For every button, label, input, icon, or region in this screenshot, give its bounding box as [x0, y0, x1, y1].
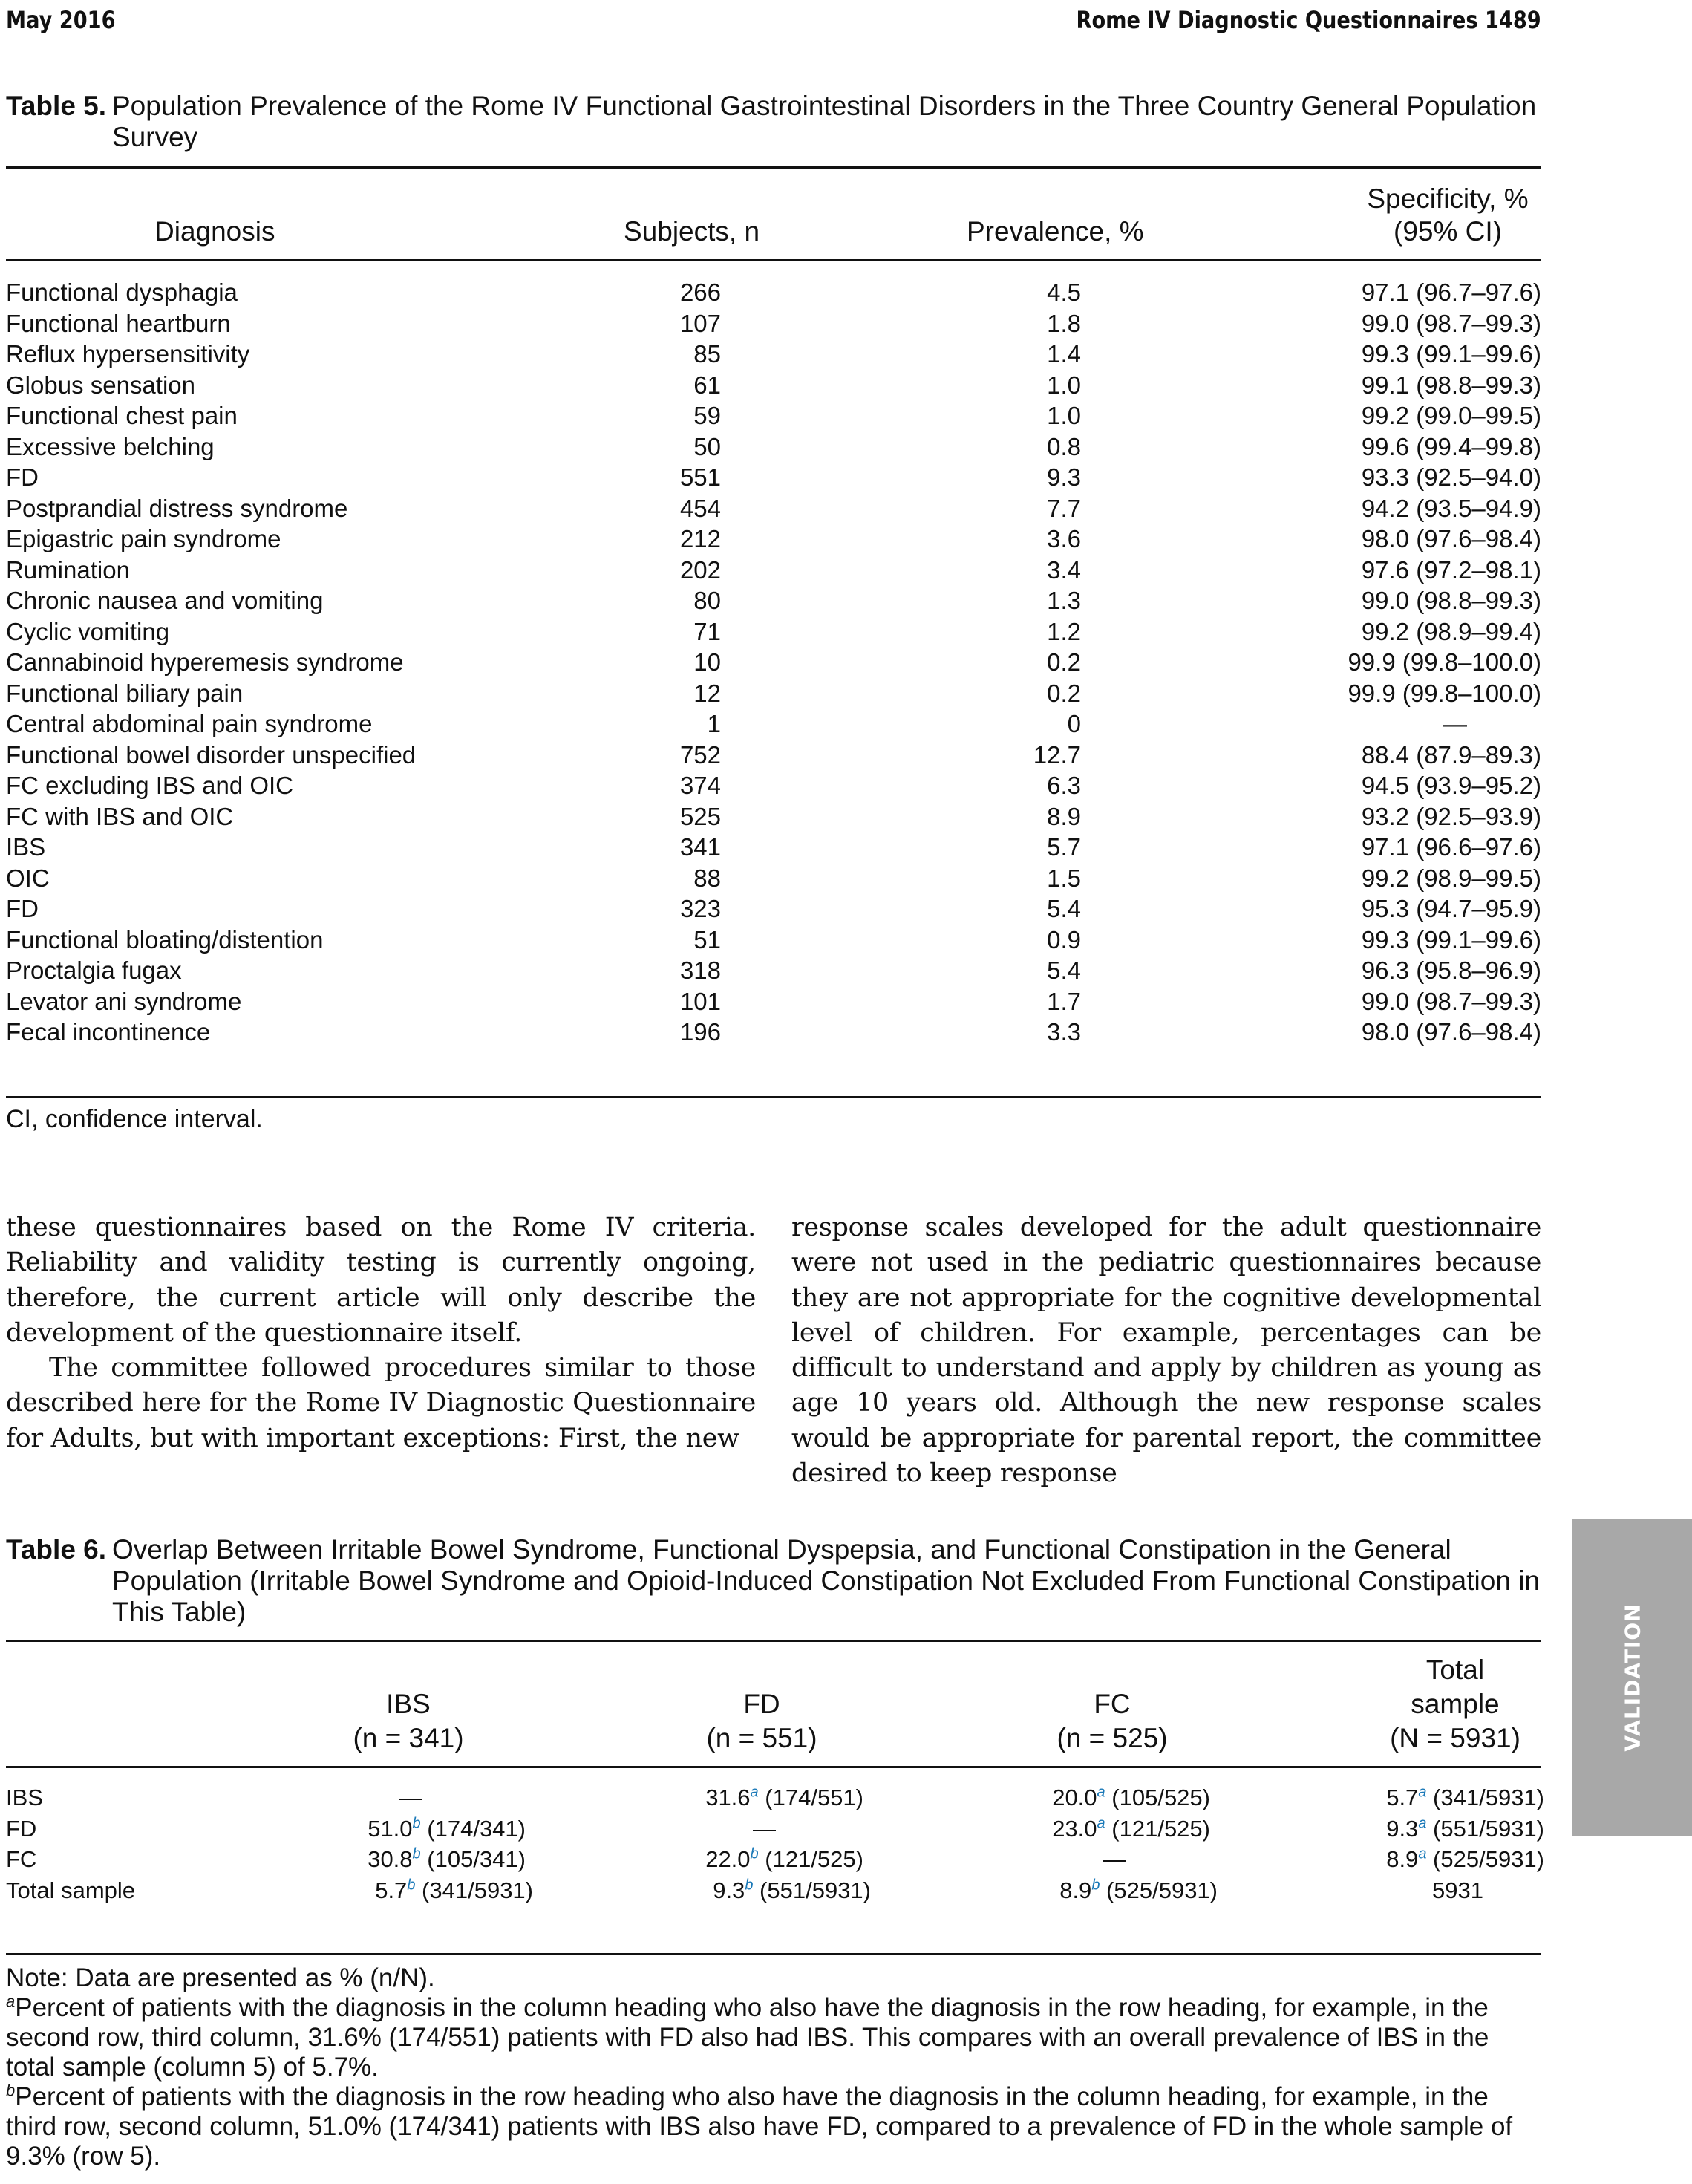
table5-cell-specificity: 98.0 (97.6–98.4) — [1361, 525, 1541, 552]
table6-cell — [399, 1782, 422, 1813]
table5-cell-subjects: 85 — [693, 340, 721, 368]
table6-header-ibs-line2: IBS — [386, 1689, 431, 1719]
table5-cell-specificity: 99.3 (99.1–99.6) — [1361, 340, 1541, 368]
table5-cell-subjects: 323 — [679, 895, 721, 922]
table6-header-ibs — [319, 1653, 497, 1756]
table5-cell-diagnosis: Cyclic vomiting — [6, 617, 170, 645]
table6-cell — [1386, 1813, 1544, 1845]
table6-bottom-rule — [6, 1953, 1541, 1955]
table5-cell-subjects: 212 — [679, 525, 721, 552]
table5-row — [6, 277, 1541, 308]
table5-cell-subjects: 196 — [679, 1018, 721, 1046]
table6-cell-value: 8.9 — [1059, 1877, 1092, 1903]
table6-cell-value: 31.6 — [705, 1784, 751, 1810]
table6-cell — [368, 1813, 526, 1845]
table5-cell-specificity: 99.6 (99.4–99.8) — [1361, 432, 1541, 460]
table6-cell-footnote-mark: a — [1418, 1845, 1427, 1862]
table5-row — [6, 708, 1541, 740]
table5-cell-prevalence: 6.3 — [1047, 772, 1081, 799]
table6-cell-value: 5931 — [1432, 1877, 1483, 1903]
table5-cell-subjects: 88 — [693, 864, 721, 892]
table5-cell-diagnosis: Excessive belching — [6, 432, 215, 460]
table6-cell-footnote-mark: b — [1091, 1877, 1100, 1894]
table5-cell-specificity: 97.1 (96.7–97.6) — [1361, 278, 1541, 306]
table5-cell-prevalence: 3.4 — [1047, 555, 1081, 584]
table5-cell-diagnosis: Globus sensation — [6, 371, 195, 399]
table5-cell-specificity: 97.6 (97.2–98.1) — [1361, 555, 1541, 584]
table5-cell-diagnosis: Chronic nausea and vomiting — [6, 587, 324, 614]
table5-header-diagnosis: Diagnosis — [154, 216, 275, 247]
table5-cell-subjects: 752 — [679, 740, 721, 769]
table5-cell-prevalence: 1.0 — [1047, 402, 1081, 429]
table6-cell-footnote-mark: a — [750, 1784, 759, 1801]
table6-cell — [1059, 1875, 1218, 1906]
table5-cell-subjects: 454 — [679, 494, 721, 522]
table6-cell-value: — — [1103, 1846, 1126, 1872]
table6-cell — [713, 1875, 871, 1906]
table6-row — [6, 1875, 1541, 1906]
table6-cell-value: 8.9 — [1386, 1846, 1419, 1872]
table6-cell — [1432, 1875, 1483, 1906]
footnote-a-mark: a — [6, 1992, 16, 2011]
table5-cell-prevalence: 0.2 — [1047, 679, 1081, 707]
table5-row — [6, 431, 1541, 463]
table5-cell-subjects: 318 — [679, 956, 721, 984]
table5-cell-subjects: 12 — [693, 679, 721, 707]
table6-cell — [375, 1875, 533, 1906]
table5-cell-diagnosis: Functional chest pain — [6, 402, 238, 429]
side-tab — [1572, 1519, 1692, 1836]
table6-header-ibs-line1 — [319, 1653, 497, 1687]
table5-cell-prevalence: 0.2 — [1047, 648, 1081, 676]
table5-cell-prevalence: 0.8 — [1047, 432, 1081, 460]
table6-cell-footnote-mark: b — [407, 1877, 416, 1894]
table5-row — [6, 893, 1541, 925]
table5-row — [6, 616, 1541, 648]
table6-cell-value: 9.3 — [1386, 1815, 1419, 1842]
table5-cell-subjects: 59 — [693, 402, 721, 429]
table6-row — [6, 1782, 1544, 1813]
table5-cell-specificity: 88.4 (87.9–89.3) — [1361, 740, 1541, 769]
table5-row — [6, 647, 1541, 678]
table5-cell-prevalence: 1.0 — [1047, 371, 1081, 399]
table6-cell-value: 5.7 — [375, 1877, 408, 1903]
table6-cell-value: 5.7 — [1386, 1784, 1419, 1810]
table5-row — [6, 955, 1541, 986]
table5-cell-specificity: 99.1 (98.8–99.3) — [1361, 371, 1541, 399]
table5-bottom-rule — [6, 1096, 1541, 1098]
table5-cell-specificity: 96.3 (95.8–96.9) — [1361, 956, 1541, 984]
table5-header-rule — [6, 259, 1541, 261]
table5-cell-diagnosis: Functional bloating/distention — [6, 925, 324, 954]
table5-cell-subjects: 341 — [679, 833, 721, 861]
table5-cell-prevalence: 3.3 — [1047, 1018, 1081, 1046]
table6-top-rule — [6, 1640, 1541, 1642]
table6-cell-footnote-mark: b — [745, 1877, 754, 1894]
table6-header-fc — [1023, 1653, 1201, 1756]
table5-row — [6, 555, 1541, 586]
table6-cell-ratio: (341/5931) — [415, 1877, 533, 1903]
table6-cell-ratio: (174/341) — [420, 1815, 526, 1842]
body-column-right — [791, 1210, 1541, 1491]
table5-cell-specificity: 94.2 (93.5–94.9) — [1361, 494, 1541, 522]
table5-row — [6, 308, 1541, 339]
table5-row — [6, 524, 1541, 555]
table5-footnote: CI, confidence interval. — [6, 1105, 263, 1133]
table6-cell-footnote-mark: a — [1097, 1815, 1105, 1832]
table5-cell-diagnosis: IBS — [6, 833, 46, 861]
footnote-a-text: Percent of patients with the diagnosis in the column heading who also have the diagnosis in the row heading, for example, in the second row, third column, 31.6% (174/551) patients with FD also had IBS. This compares with an overall prevalence of IBS in the total sample (column 5) of 5.7%. — [6, 1993, 1489, 2082]
table6-cell-ratio: (525/5931) — [1426, 1846, 1544, 1872]
table6-cell-value: 9.3 — [713, 1877, 745, 1903]
table6-header-fd — [673, 1653, 851, 1756]
table5-cell-diagnosis: Fecal incontinence — [6, 1018, 211, 1046]
table6-cell — [705, 1844, 863, 1875]
table6-header-fd-line3: (n = 551) — [706, 1723, 817, 1753]
footnote-b-mark: b — [6, 2081, 16, 2100]
table5-cell-specificity: 94.5 (93.9–95.2) — [1361, 772, 1541, 799]
table6-cell-value: 51.0 — [368, 1815, 413, 1842]
table5-cell-subjects: 61 — [693, 371, 721, 399]
table6-header-fc-line2: FC — [1094, 1689, 1131, 1719]
table5-cell-prevalence: 5.4 — [1047, 895, 1081, 922]
table5-cell-diagnosis: Functional heartburn — [6, 309, 231, 337]
table5-cell-prevalence: 5.4 — [1047, 956, 1081, 984]
table6-row-label: Total sample — [6, 1877, 136, 1903]
table5-cell-diagnosis: Rumination — [6, 555, 130, 584]
table5-header-prevalence: Prevalence, % — [967, 216, 1144, 247]
table5-cell-specificity: 99.2 (98.9–99.4) — [1361, 617, 1541, 645]
table5-cell-specificity: 99.2 (99.0–99.5) — [1361, 402, 1541, 429]
table5-cell-diagnosis: Functional dysphagia — [6, 278, 238, 306]
table5-cell-specificity: 95.3 (94.7–95.9) — [1361, 895, 1541, 922]
table5-cell-prevalence: 7.7 — [1047, 494, 1081, 522]
table5-cell-subjects: 10 — [693, 648, 721, 676]
table5-cell-diagnosis: Proctalgia fugax — [6, 956, 182, 984]
table6-cell-ratio: (341/5931) — [1426, 1784, 1544, 1810]
footnote-b-text: Percent of patients with the diagnosis in the row heading who also have the diagnosis in the column heading, for example, in the third row, second column, 51.0% (174/341) patients with IBS also have FD, compared to a prevalence of FD in the whole sample of 9.3% (row 5). — [6, 2082, 1513, 2171]
table6-row-label: FC — [6, 1846, 37, 1872]
table6-header-total-line1: Total — [1425, 1655, 1485, 1685]
table5-cell-specificity: 99.0 (98.7–99.3) — [1361, 309, 1541, 337]
table5-cell-diagnosis: FD — [6, 463, 39, 491]
table5-cell-prevalence: 1.3 — [1047, 587, 1081, 614]
table5-row — [6, 925, 1541, 956]
table5-cell-specificity: 99.2 (98.9–99.5) — [1361, 864, 1541, 892]
table5-cell-specificity: — — [1443, 710, 1467, 737]
table6-cell — [1386, 1782, 1544, 1813]
table6-cell-ratio: (121/525) — [758, 1846, 863, 1872]
table6-cell — [705, 1782, 863, 1813]
table5-cell-subjects: 551 — [679, 463, 721, 491]
table6-cell-value: 23.0 — [1052, 1815, 1097, 1842]
table6-notes — [6, 1963, 1541, 2171]
body-column-left — [6, 1210, 756, 1456]
table6-footnote-a — [6, 1993, 1541, 2082]
table5-cell-diagnosis: FD — [6, 895, 39, 922]
table6-header-fc-line3: (n = 525) — [1056, 1723, 1168, 1753]
table5-header-specificity-line1: Specificity, % — [1367, 183, 1529, 214]
table5-cell-diagnosis: Reflux hypersensitivity — [6, 340, 250, 368]
table5-cell-specificity: 93.2 (92.5–93.9) — [1361, 802, 1541, 830]
table6-cell — [753, 1813, 776, 1845]
table5-caption — [6, 91, 1541, 153]
table5-cell-diagnosis: Functional biliary pain — [6, 679, 244, 707]
running-header — [6, 6, 1541, 39]
table5-row — [6, 1017, 1541, 1048]
table6-cell-footnote-mark: a — [1097, 1784, 1105, 1801]
table5-cell-prevalence: 0 — [1067, 710, 1081, 737]
table5-cell-subjects: 202 — [679, 555, 721, 584]
table5-cell-subjects: 374 — [679, 772, 721, 799]
table5-row — [6, 400, 1541, 431]
table6-cell-ratio: (525/5931) — [1100, 1877, 1218, 1903]
table6-caption — [6, 1534, 1541, 1628]
table5-cell-diagnosis: Cannabinoid hyperemesis syndrome — [6, 648, 404, 676]
table5-cell-diagnosis: Postprandial distress syndrome — [6, 494, 348, 522]
side-tab-label: VALIDATION — [1620, 1603, 1644, 1752]
table5-row — [6, 339, 1541, 370]
table6-row-label: IBS — [6, 1784, 43, 1810]
table6-header-total — [1366, 1653, 1544, 1756]
table6-cell-value: 20.0 — [1052, 1784, 1097, 1810]
table5-cell-diagnosis: Functional bowel disorder unspecified — [6, 740, 417, 769]
table6-cell — [1052, 1813, 1210, 1845]
table6-cell — [1052, 1782, 1210, 1813]
table5-cell-specificity: 98.0 (97.6–98.4) — [1361, 1018, 1541, 1046]
table5-row — [6, 986, 1541, 1017]
table5-header-subjects: Subjects, n — [624, 216, 760, 247]
table6-cell-value: 22.0 — [705, 1846, 751, 1872]
table5-cell-subjects: 101 — [679, 987, 721, 1015]
table5-cell-prevalence: 4.5 — [1047, 278, 1081, 306]
table5-cell-subjects: 525 — [679, 802, 721, 830]
table5-cell-prevalence: 12.7 — [1033, 740, 1081, 769]
table6-footnote-b — [6, 2082, 1541, 2171]
table5-cell-specificity: 99.0 (98.7–99.3) — [1361, 987, 1541, 1015]
table5-cell-prevalence: 5.7 — [1047, 833, 1081, 861]
table6-cell-ratio: (105/525) — [1105, 1784, 1210, 1810]
table5-caption-text: Population Prevalence of the Rome IV Functional Gastrointestinal Disorders in the Three Country General Population Survey — [112, 91, 1537, 152]
table6-cell-ratio: (105/341) — [420, 1846, 526, 1872]
table6-cell-value: — — [399, 1784, 422, 1810]
table5-cell-specificity: 99.0 (98.8–99.3) — [1361, 587, 1541, 614]
table6-header-rule — [6, 1766, 1541, 1768]
table5-row — [6, 863, 1541, 894]
table5-cell-specificity: 99.3 (99.1–99.6) — [1361, 925, 1541, 954]
table6-cell-footnote-mark: a — [1418, 1784, 1427, 1801]
table6-row-label: FD — [6, 1815, 37, 1842]
table6-cell-ratio: (551/5931) — [753, 1877, 871, 1903]
table5-label: Table 5. — [6, 91, 107, 121]
table5-cell-subjects: 107 — [679, 309, 721, 337]
table5-cell-prevalence: 1.2 — [1047, 617, 1081, 645]
table6-cell-value: 30.8 — [368, 1846, 413, 1872]
body-right-paragraph-1: response scales developed for the adult questionnaire were not used in the pediatric questionnaires because they are not appropriate for the cognitive developmental level of children. For example, percentages can be difficult to understand and apply by children as young as age 10 years old. Although the new response scales would be appropriate for parental report, the committee desired to keep response — [791, 1213, 1541, 1489]
table5-cell-diagnosis: Central abdominal pain syndrome — [6, 710, 373, 737]
table6-cell — [1386, 1844, 1544, 1875]
table6-cell-footnote-mark: b — [412, 1845, 421, 1862]
table5-cell-prevalence: 1.7 — [1047, 987, 1081, 1015]
table5-row — [6, 462, 1541, 493]
table6-row — [6, 1813, 1544, 1845]
table6-cell-ratio: (174/551) — [758, 1784, 863, 1810]
table5-cell-subjects: 80 — [693, 587, 721, 614]
table5-cell-diagnosis: FC with IBS and OIC — [6, 802, 234, 830]
table6-cell-footnote-mark: a — [1418, 1815, 1427, 1832]
table5-cell-diagnosis: Epigastric pain syndrome — [6, 525, 281, 552]
table6-cell-ratio: (551/5931) — [1426, 1815, 1544, 1842]
table5-cell-prevalence: 1.4 — [1047, 340, 1081, 368]
table6-header-total-line2: sample — [1411, 1689, 1500, 1719]
table5-cell-specificity: 97.1 (96.6–97.6) — [1361, 833, 1541, 861]
body-left-paragraph-2: The committee followed procedures similar to those described here for the Rome IV Diagnostic Questionnaire for Adults, but with important exceptions: First, the new — [6, 1353, 756, 1453]
table6-cell — [1103, 1844, 1126, 1875]
header-date: May 2016 — [6, 6, 116, 34]
table5-row — [6, 770, 1541, 801]
table6-caption-text: Overlap Between Irritable Bowel Syndrome, Functional Dyspepsia, and Functional Constipation in the General Population (Irritable Bowel Syndrome and Opioid-Induced Constipation Not Excluded From Functional Constipation in This Table) — [112, 1534, 1540, 1627]
table6-cell — [368, 1844, 526, 1875]
body-left-paragraph-1: these questionnaires based on the Rome IV criteria. Reliability and validity testing is currently ongoing, therefore, the current article will only describe the development of the questionnaire itself. — [6, 1213, 756, 1348]
table6-note: Note: Data are presented as % (n/N). — [6, 1963, 435, 1992]
table5-row — [6, 740, 1541, 771]
table5-cell-prevalence: 1.5 — [1047, 864, 1081, 892]
table5-cell-specificity: 99.9 (99.8–100.0) — [1348, 648, 1541, 676]
table5-cell-subjects: 51 — [693, 925, 721, 954]
table5-cell-prevalence: 1.8 — [1047, 309, 1081, 337]
table6-header-fd-line1 — [673, 1653, 851, 1687]
table6-header-fc-line1 — [1023, 1653, 1201, 1687]
table5-cell-diagnosis: FC excluding IBS and OIC — [6, 772, 294, 799]
table5-cell-subjects: 266 — [679, 278, 721, 306]
table6-header-total-line3: (N = 5931) — [1390, 1723, 1520, 1753]
table5-header-specificity-line2: (95% CI) — [1394, 216, 1502, 247]
table5-cell-subjects: 50 — [693, 432, 721, 460]
table6-label: Table 6. — [6, 1534, 107, 1565]
table5-cell-subjects: 1 — [707, 710, 721, 737]
table5-cell-prevalence: 8.9 — [1047, 802, 1081, 830]
table6-cell-footnote-mark: b — [750, 1845, 759, 1862]
table5-header-specificity — [1359, 183, 1537, 248]
table5-cell-subjects: 71 — [693, 617, 721, 645]
table5-top-rule — [6, 166, 1541, 169]
table6-cell-value: — — [753, 1815, 776, 1842]
table5-cell-prevalence: 9.3 — [1047, 463, 1081, 491]
table5-row — [6, 493, 1541, 524]
table5-cell-diagnosis: Levator ani syndrome — [6, 987, 242, 1015]
table6-header-ibs-line3: (n = 341) — [353, 1723, 464, 1753]
table5-cell-prevalence: 3.6 — [1047, 525, 1081, 552]
table6-cell-ratio: (121/525) — [1105, 1815, 1210, 1842]
table5-row — [6, 832, 1541, 863]
table5-cell-specificity: 93.3 (92.5–94.0) — [1361, 463, 1541, 491]
header-journal-page: Rome IV Diagnostic Questionnaires 1489 — [1076, 6, 1541, 34]
table5-cell-diagnosis: OIC — [6, 864, 50, 892]
table5-row — [6, 801, 1541, 832]
table5-row — [6, 370, 1541, 401]
table6-header-fd-line2: FD — [743, 1689, 780, 1719]
table5-row — [6, 585, 1541, 616]
table6-row — [6, 1844, 1544, 1875]
table5-row — [6, 678, 1541, 709]
table6-cell-footnote-mark: b — [412, 1815, 421, 1832]
table5-cell-specificity: 99.9 (99.8–100.0) — [1348, 679, 1541, 707]
table5-cell-prevalence: 0.9 — [1047, 925, 1081, 954]
